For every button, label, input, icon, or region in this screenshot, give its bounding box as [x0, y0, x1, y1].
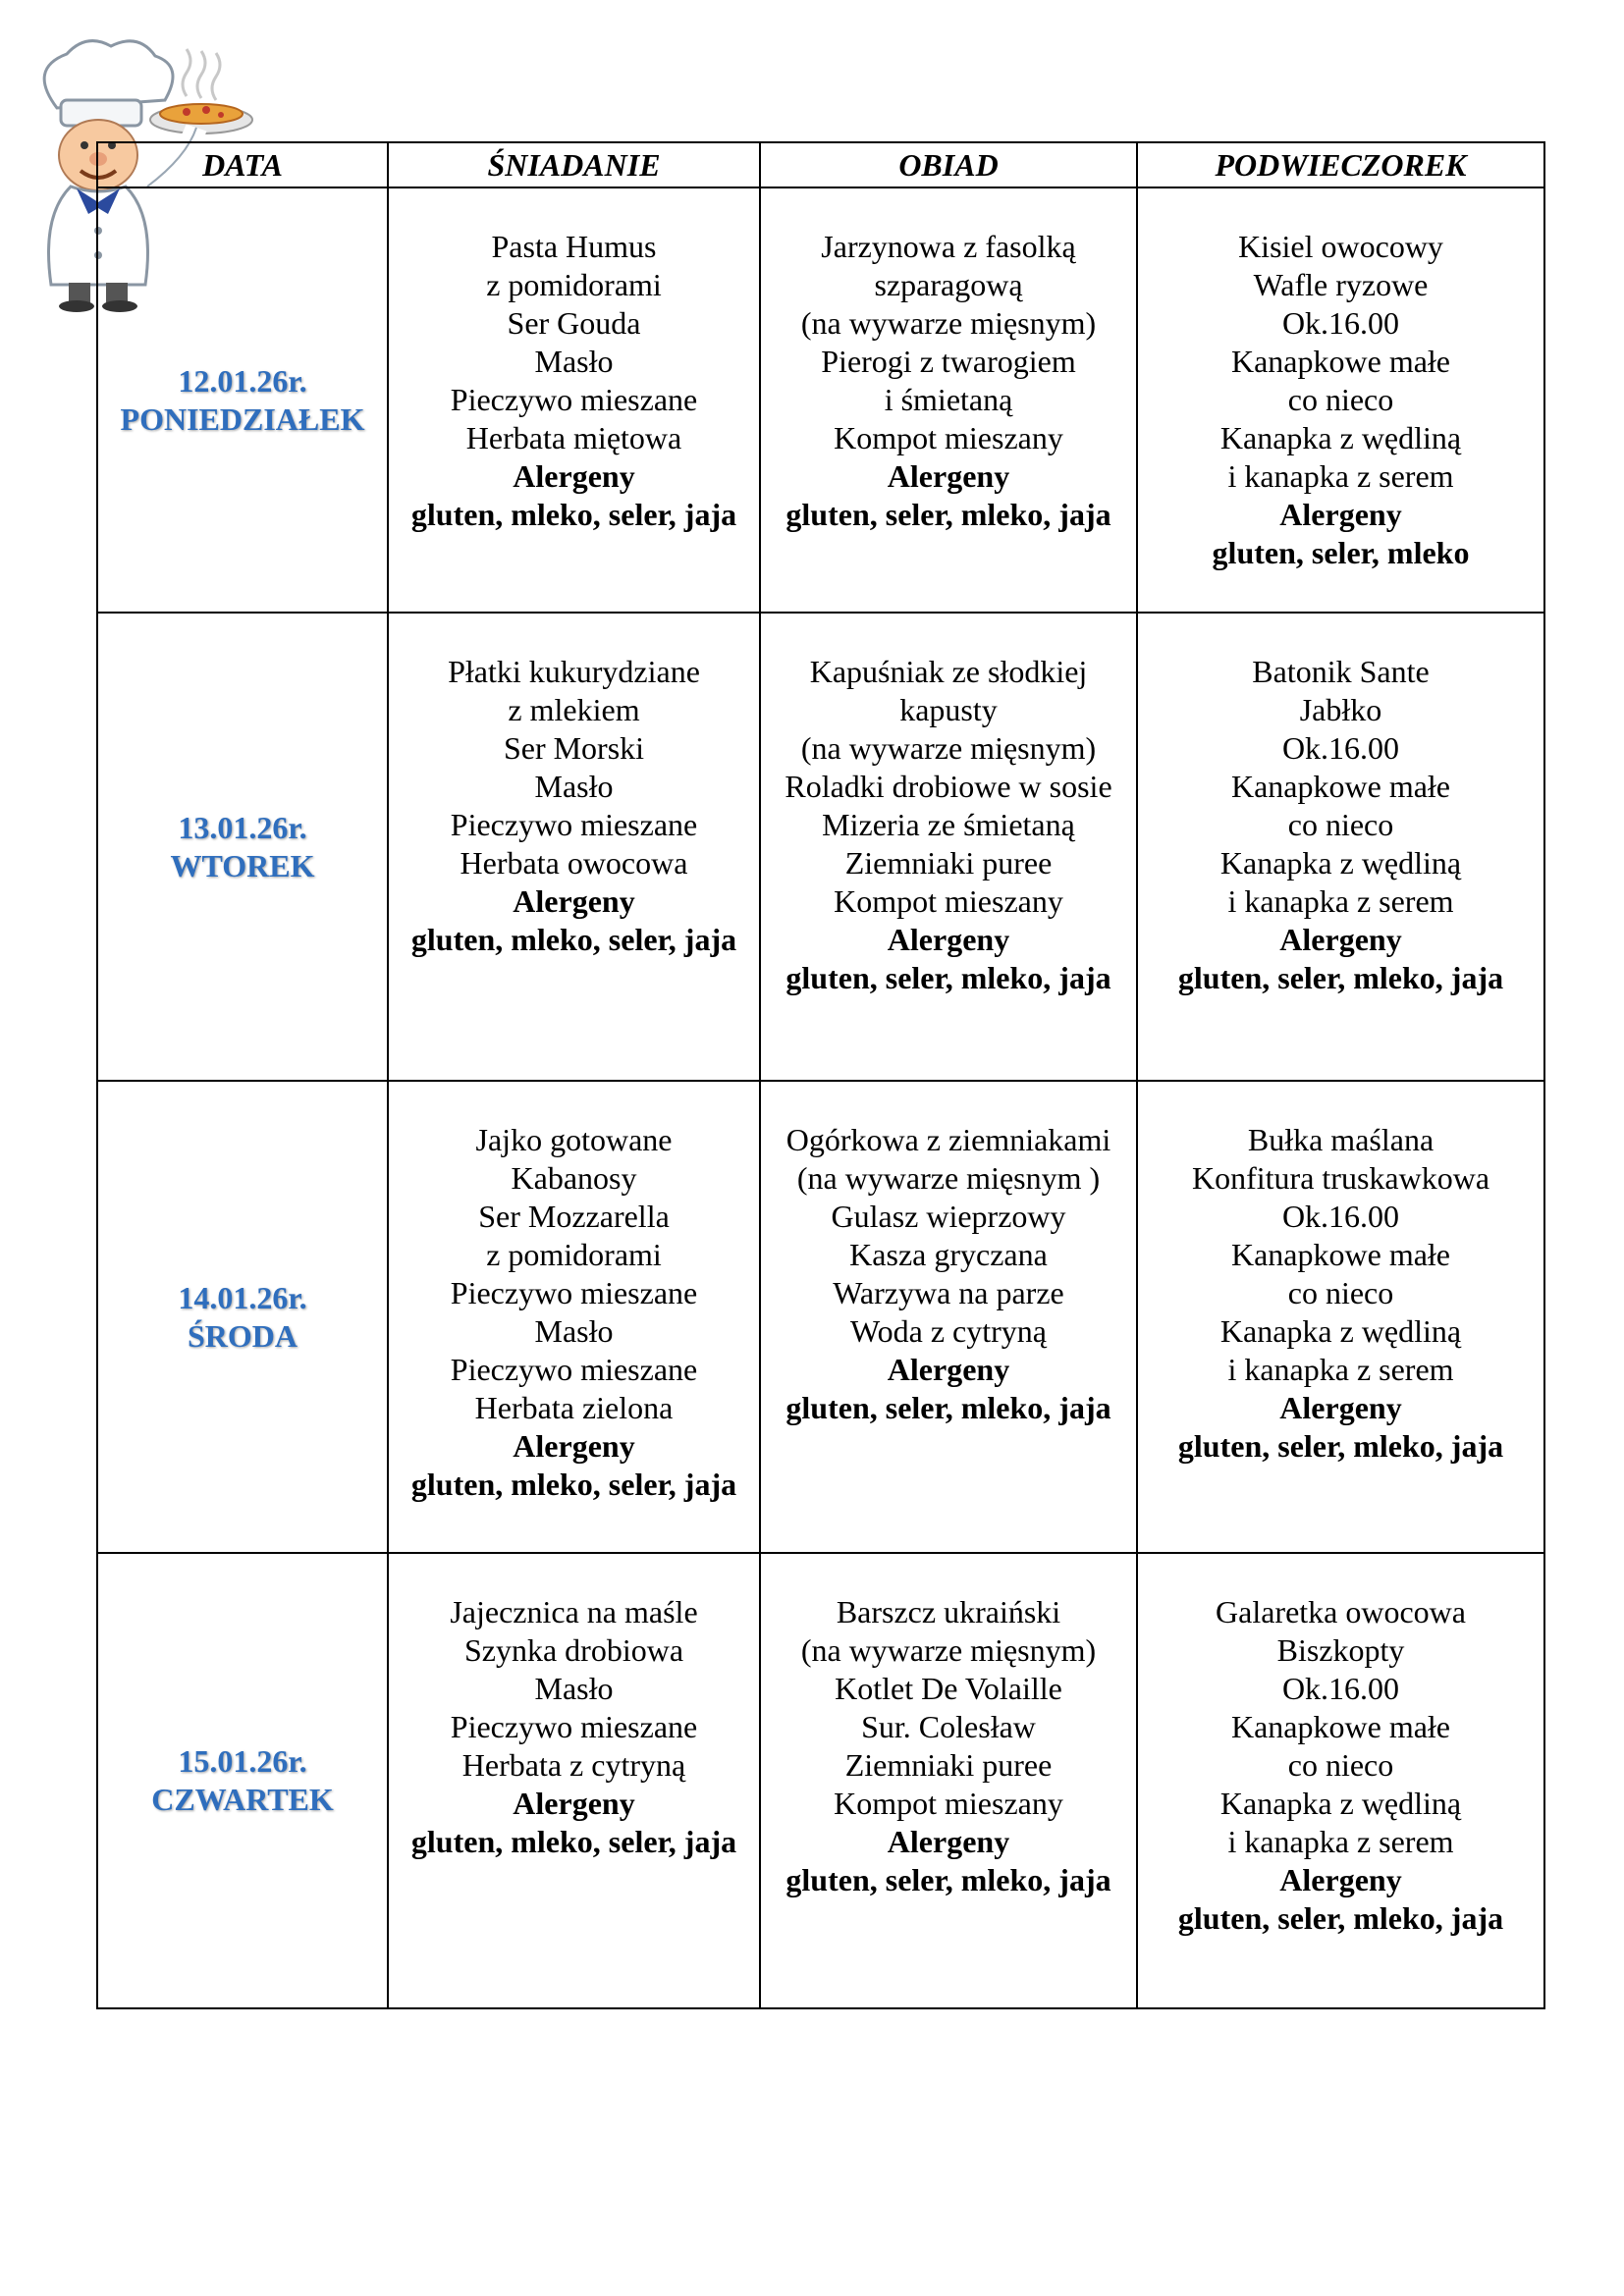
- menu-item: Jajecznica na maśle: [450, 1594, 698, 1629]
- menu-item: Kanapka z wędliną: [1219, 420, 1462, 455]
- menu-item: Masło: [534, 1313, 614, 1349]
- header-obiad: OBIAD: [760, 142, 1137, 187]
- menu-item: Wafle ryzowe: [1253, 267, 1429, 302]
- menu-item: Sur. Colesław: [861, 1709, 1036, 1744]
- obiad-cell: [760, 1553, 1137, 2008]
- menu-item: Ser Morski: [503, 730, 645, 766]
- allergens-list: gluten, seler, mleko, jaja: [785, 1862, 1111, 1897]
- menu-item: Kotlet De Volaille: [835, 1671, 1062, 1706]
- menu-item: Pieczywo mieszane: [450, 1275, 698, 1310]
- date-text: 14.01.26r.: [178, 1279, 307, 1315]
- sniadanie-cell: [388, 613, 760, 1081]
- menu-item: Kanapka z wędliną: [1219, 845, 1462, 881]
- menu-item: Ok.16.00: [1281, 730, 1400, 766]
- allergens-list: gluten, seler, mleko, jaja: [785, 960, 1111, 995]
- weekday-text: WTOREK: [170, 847, 315, 883]
- obiad-cell: [760, 613, 1137, 1081]
- sniadanie-cell: [388, 1081, 760, 1553]
- menu-item: Płatki kukurydziane: [448, 654, 700, 689]
- allergens-list: gluten, mleko, seler, jaja: [410, 1467, 737, 1502]
- menu-item: i kanapka z serem: [1227, 883, 1454, 919]
- menu-item: Ok.16.00: [1281, 1199, 1400, 1234]
- menu-item: Ziemniaki puree: [844, 845, 1053, 881]
- menu-item: Woda z cytryną: [850, 1313, 1047, 1349]
- menu-item: Kompot mieszany: [834, 1786, 1063, 1821]
- menu-item: Jajko gotowane: [475, 1122, 673, 1157]
- menu-item: Kompot mieszany: [834, 420, 1063, 455]
- allergens-list: gluten, seler, mleko, jaja: [1177, 960, 1504, 995]
- menu-item: Pieczywo mieszane: [450, 1352, 698, 1387]
- menu-item: Kanapka z wędliną: [1219, 1313, 1462, 1349]
- menu-item: (na wywarze mięsnym): [800, 305, 1097, 341]
- allergens-label: Alergeny: [1279, 497, 1402, 532]
- obiad-cell: [760, 187, 1137, 613]
- allergens-label: Alergeny: [887, 922, 1010, 957]
- menu-item: Bułka maślana: [1247, 1122, 1435, 1157]
- header-data: DATA: [97, 142, 388, 187]
- weekday-text: ŚRODA: [187, 1317, 298, 1354]
- menu-item: Kabanosy: [511, 1160, 637, 1196]
- weekday-text: CZWARTEK: [151, 1782, 334, 1817]
- podwieczorek-cell: [1137, 1553, 1544, 2008]
- menu-item: Kanapkowe małe: [1230, 1237, 1450, 1272]
- date-cell: [97, 1081, 388, 1553]
- menu-item: Kanapkowe małe: [1230, 1709, 1450, 1744]
- menu-item: (na wywarze mięsnym): [800, 1632, 1097, 1668]
- allergens-list: gluten, seler, mleko, jaja: [785, 1390, 1111, 1425]
- menu-item: Ogórkowa z ziemniakami: [785, 1122, 1111, 1157]
- menu-item: i kanapka z serem: [1227, 1824, 1454, 1859]
- menu-item: Galaretka owocowa: [1216, 1594, 1466, 1629]
- day-row: [97, 613, 1544, 1081]
- sniadanie-cell: [388, 1553, 760, 2008]
- date-text: 12.01.26r.: [178, 362, 307, 399]
- menu-item: Warzywa na parze: [833, 1275, 1064, 1310]
- menu-item: Kanapkowe małe: [1230, 769, 1450, 804]
- menu-item: Pieczywo mieszane: [450, 1709, 698, 1744]
- menu-item: Herbata z cytryną: [461, 1747, 686, 1783]
- day-row: [97, 187, 1544, 613]
- menu-item: (na wywarze mięsnym): [800, 730, 1097, 766]
- allergens-label: Alergeny: [887, 458, 1010, 494]
- menu-item: Biszkopty: [1276, 1632, 1405, 1668]
- sniadanie-cell: [388, 187, 760, 613]
- menu-item: Ok.16.00: [1281, 1671, 1400, 1706]
- header-podwieczorek: PODWIECZOREK: [1137, 142, 1544, 187]
- podwieczorek-cell: [1137, 613, 1544, 1081]
- menu-item: Mizeria ze śmietaną: [822, 807, 1075, 842]
- menu-item: Roladki drobiowe w sosie: [785, 769, 1112, 804]
- obiad-cell: [760, 1081, 1137, 1553]
- date-text: 15.01.26r.: [178, 1743, 307, 1779]
- menu-item: Herbata zielona: [474, 1390, 674, 1425]
- menu-item: Kanapkowe małe: [1230, 344, 1450, 379]
- allergens-label: Alergeny: [1279, 922, 1402, 957]
- allergens-label: Alergeny: [887, 1824, 1010, 1859]
- menu-item: z pomidorami: [486, 1237, 662, 1272]
- date-cell: [97, 613, 388, 1081]
- menu-item: Pieczywo mieszane: [450, 382, 698, 417]
- menu-item: Herbata owocowa: [460, 845, 688, 881]
- menu-item: Masło: [534, 344, 614, 379]
- weekday-text: PONIEDZIAŁEK: [120, 400, 365, 437]
- allergens-list: gluten, mleko, seler, jaja: [410, 497, 737, 532]
- day-row: [97, 1553, 1544, 2008]
- menu-item: co nieco: [1287, 1275, 1394, 1310]
- menu-item: Kisiel owocowy: [1238, 229, 1443, 264]
- podwieczorek-cell: [1137, 187, 1544, 613]
- menu-item: Gulasz wieprzowy: [831, 1199, 1066, 1234]
- date-text: 13.01.26r.: [178, 809, 307, 845]
- menu-item: Kanapka z wędliną: [1219, 1786, 1462, 1821]
- header-sniadanie: ŚNIADANIE: [388, 142, 760, 187]
- menu-item: Pieczywo mieszane: [450, 807, 698, 842]
- menu-item: i kanapka z serem: [1227, 1352, 1454, 1387]
- allergens-label: Alergeny: [1279, 1390, 1402, 1425]
- menu-item: i kanapka z serem: [1227, 458, 1454, 494]
- allergens-list: gluten, seler, mleko, jaja: [1177, 1428, 1504, 1464]
- allergens-list: gluten, seler, mleko, jaja: [785, 497, 1111, 532]
- menu-item: kapusty: [899, 692, 998, 727]
- menu-item: Kapuśniak ze słodkiej: [809, 654, 1088, 689]
- date-cell: [97, 187, 388, 613]
- allergens-list: gluten, seler, mleko: [1212, 535, 1470, 570]
- menu-item: Ser Mozzarella: [478, 1199, 670, 1234]
- menu-item: Masło: [534, 769, 614, 804]
- menu-item: Pierogi z twarogiem: [821, 344, 1076, 379]
- menu-item: co nieco: [1287, 382, 1394, 417]
- header-row: [97, 142, 1544, 187]
- allergens-label: Alergeny: [513, 1786, 635, 1821]
- menu-item: Masło: [534, 1671, 614, 1706]
- date-cell: [97, 1553, 388, 2008]
- allergens-label: Alergeny: [513, 1428, 635, 1464]
- menu-item: Jabłko: [1299, 692, 1382, 727]
- menu-item: Batonik Sante: [1252, 654, 1430, 689]
- allergens-list: gluten, mleko, seler, jaja: [410, 1824, 737, 1859]
- allergens-list: gluten, seler, mleko, jaja: [1177, 1900, 1504, 1936]
- menu-item: szparagową: [874, 267, 1023, 302]
- menu-item: Ser Gouda: [507, 305, 641, 341]
- menu-item: Ziemniaki puree: [844, 1747, 1053, 1783]
- menu-item: Szynka drobiowa: [463, 1632, 684, 1668]
- podwieczorek-cell: [1137, 1081, 1544, 1553]
- menu-item: Jarzynowa z fasolką: [821, 229, 1076, 264]
- menu-table: [96, 141, 1545, 2009]
- menu-item: z mlekiem: [508, 692, 640, 727]
- menu-item: (na wywarze mięsnym ): [796, 1160, 1101, 1196]
- menu-item: i śmietaną: [884, 382, 1013, 417]
- menu-item: Pasta Humus: [491, 229, 657, 264]
- menu-item: Kasza gryczana: [849, 1237, 1048, 1272]
- menu-item: Barszcz ukraiński: [836, 1594, 1061, 1629]
- menu-item: Kompot mieszany: [834, 883, 1063, 919]
- allergens-list: gluten, mleko, seler, jaja: [410, 922, 737, 957]
- menu-item: co nieco: [1287, 807, 1394, 842]
- menu-item: Ok.16.00: [1281, 305, 1400, 341]
- allergens-label: Alergeny: [513, 458, 635, 494]
- menu-item: Herbata miętowa: [465, 420, 682, 455]
- allergens-label: Alergeny: [1279, 1862, 1402, 1897]
- allergens-label: Alergeny: [513, 883, 635, 919]
- menu-item: co nieco: [1287, 1747, 1394, 1783]
- allergens-label: Alergeny: [887, 1352, 1010, 1387]
- menu-item: z pomidorami: [486, 267, 662, 302]
- day-row: [97, 1081, 1544, 1553]
- menu-item: Konfitura truskawkowa: [1191, 1160, 1490, 1196]
